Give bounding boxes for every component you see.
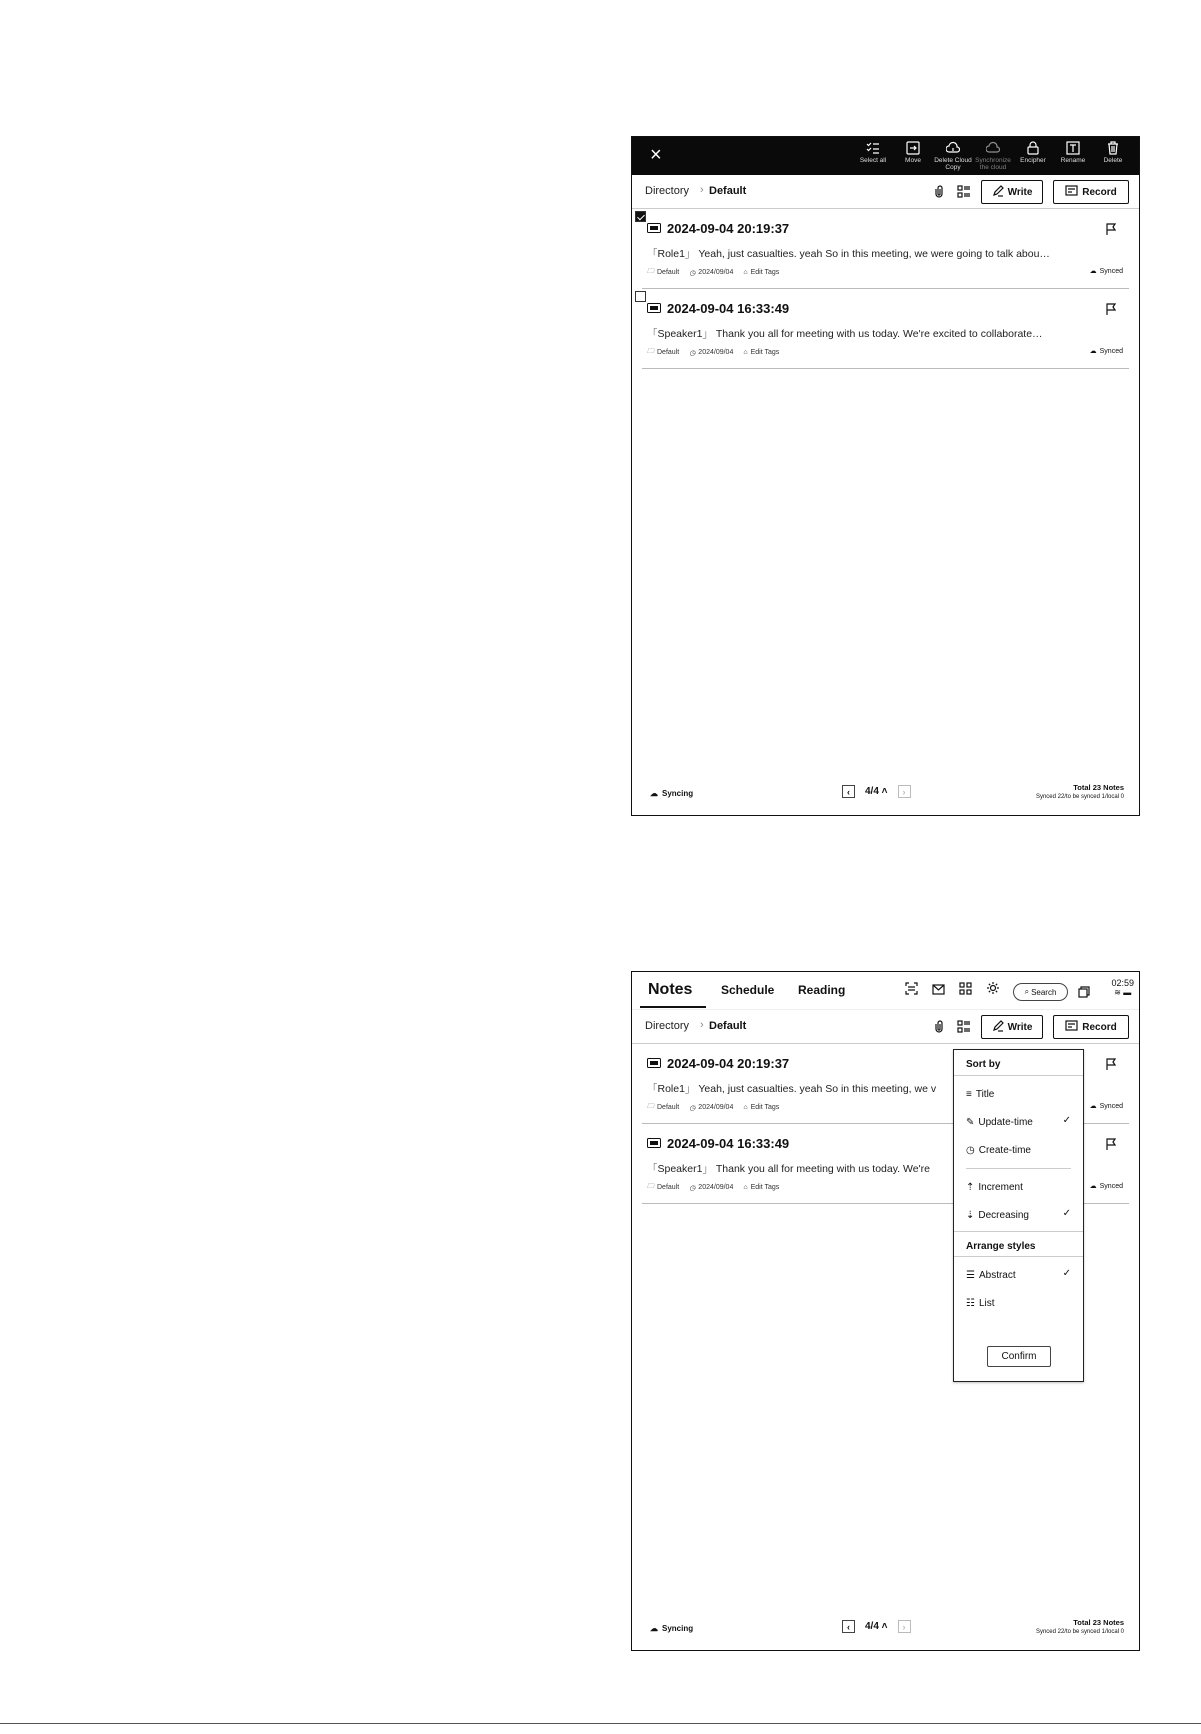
note-date: ◷ 2024/09/04 <box>689 269 734 277</box>
cloud-sync-icon: ☁ <box>650 1624 658 1633</box>
prev-page-button[interactable]: ‹ <box>842 785 855 798</box>
pagination <box>842 785 911 798</box>
close-button[interactable]: × <box>650 144 662 166</box>
scan-icon[interactable] <box>905 982 918 1000</box>
clock-icon: ◷ <box>966 1144 975 1156</box>
order-increment-option[interactable]: ⇡ Increment <box>966 1181 1023 1193</box>
notes-selection-screen <box>631 136 1140 816</box>
folder-icon: 🗀 <box>647 348 654 355</box>
encipher-label: Encipher <box>1020 157 1046 164</box>
record-label: Record <box>1082 1021 1117 1033</box>
total-notes: Total 23 Notes <box>1073 783 1124 792</box>
lock-icon <box>1013 140 1053 156</box>
recording-icon <box>647 221 661 236</box>
delete-cloud-copy-button[interactable] <box>933 140 973 171</box>
synchronize-cloud-label: Synchronize the cloud <box>975 157 1011 171</box>
encipher-button[interactable] <box>1013 140 1053 171</box>
cloud-icon <box>973 140 1013 156</box>
pen-icon <box>992 185 1004 200</box>
breadcrumb-directory[interactable]: Directory <box>645 185 690 197</box>
move-button[interactable] <box>893 140 933 171</box>
order-decreasing-option[interactable]: ⇣ Decreasing ✓ <box>966 1208 1071 1221</box>
arrange-list-option[interactable]: ☷ List <box>966 1297 995 1309</box>
note-edit-tags[interactable]: ⌂ Edit Tags <box>743 349 780 356</box>
note-folder[interactable]: 🗀 Default <box>647 268 680 276</box>
clip-icon[interactable] <box>933 1020 945 1038</box>
flag-icon[interactable] <box>1106 1137 1116 1155</box>
sort-by-header: Sort by <box>954 1050 1083 1076</box>
check-icon: ✓ <box>1062 1115 1071 1126</box>
move-icon <box>893 140 933 156</box>
write-label: Write <box>1007 1021 1033 1033</box>
note-edit-tags[interactable]: ⌂ Edit Tags <box>743 1104 780 1111</box>
delete-cloud-icon <box>933 140 973 156</box>
page-indicator[interactable]: 4/4 ˄ <box>865 786 888 797</box>
note-title: 2024-09-04 20:19:37 <box>667 1056 790 1071</box>
select-all-label: Select all <box>859 157 887 164</box>
folder-icon: 🗀 <box>647 268 654 275</box>
note-title: 2024-09-04 16:33:49 <box>667 301 790 316</box>
tab-reading[interactable]: Reading <box>798 983 846 997</box>
top-icons <box>905 981 1000 1000</box>
cloud-icon: ☁ <box>1089 1183 1097 1190</box>
note-checkbox[interactable] <box>635 211 646 222</box>
note-sync-status: ☁ Synced <box>1089 347 1123 355</box>
cloud-icon: ☁ <box>1089 268 1097 275</box>
move-label: Move <box>905 157 921 164</box>
tag-icon: ⌂ <box>743 1184 748 1191</box>
note-date: ◷ 2024/09/04 <box>689 1104 734 1112</box>
tab-schedule[interactable]: Schedule <box>721 983 775 997</box>
write-button[interactable] <box>981 180 1043 204</box>
notes-sort-menu-screen <box>631 971 1140 1651</box>
record-button[interactable] <box>1053 1015 1129 1039</box>
note-edit-tags[interactable]: ⌂ Edit Tags <box>743 1184 780 1191</box>
write-button[interactable] <box>981 1015 1043 1039</box>
note-sync-status: ☁ Synced <box>1089 267 1123 275</box>
selection-toolbar <box>632 137 1139 175</box>
arrange-styles-header: Arrange styles <box>954 1231 1083 1257</box>
sort-icon[interactable] <box>957 1020 970 1038</box>
clock-icon: ◷ <box>689 1184 696 1192</box>
note-edit-tags[interactable]: ⌂ Edit Tags <box>743 269 780 276</box>
delete-label: Delete <box>1103 157 1123 164</box>
note-checkbox[interactable] <box>635 291 646 302</box>
flag-icon[interactable] <box>1106 1057 1116 1075</box>
check-icon: ✓ <box>1062 1208 1071 1219</box>
select-all-icon <box>853 140 893 156</box>
note-abstract: 「Role1」 Yeah, just casualties. yeah So in this meeting, we were going to talk abou… <box>647 248 1050 260</box>
status-clock: 02:59 ≋ ▬ <box>1111 978 1134 997</box>
breadcrumb-chevron-icon: › <box>700 1019 704 1031</box>
abstract-list-icon: ☰ <box>966 1269 975 1281</box>
rename-icon <box>1053 140 1093 156</box>
descending-icon: ⇣ <box>966 1209 975 1221</box>
ascending-icon: ⇡ <box>966 1181 975 1193</box>
footer <box>632 773 1139 815</box>
note-folder[interactable]: 🗀 Default <box>647 1103 680 1111</box>
note-folder[interactable]: 🗀 Default <box>647 1183 680 1191</box>
folder-icon: 🗀 <box>647 1183 654 1190</box>
sort-title-option[interactable]: ≡ Title <box>966 1088 995 1100</box>
select-all-button[interactable] <box>853 140 893 171</box>
clock-icon: ◷ <box>689 349 696 357</box>
title-sort-icon: ≡ <box>966 1088 972 1100</box>
next-page-button[interactable]: › <box>898 1620 911 1633</box>
flag-icon[interactable] <box>1106 222 1116 240</box>
cloud-sync-icon: ☁ <box>650 789 658 798</box>
write-label: Write <box>1007 186 1033 198</box>
wifi-battery-icon: ≋ ▬ <box>1114 988 1132 997</box>
note-abstract: 「Speaker1」 Thank you all for meeting with us today. We're <box>647 1163 930 1175</box>
record-button[interactable] <box>1053 180 1129 204</box>
note-item[interactable] <box>642 209 1129 289</box>
divider <box>966 1168 1071 1169</box>
syncing-status[interactable]: ☁ Syncing <box>650 789 694 798</box>
note-title: 2024-09-04 20:19:37 <box>667 221 790 236</box>
sort-update-time-option[interactable]: ✎ Update-time ✓ <box>966 1115 1071 1128</box>
trash-icon <box>1093 140 1133 156</box>
folder-icon: 🗀 <box>647 1103 654 1110</box>
recording-icon <box>647 1056 661 1071</box>
record-icon <box>1065 185 1078 199</box>
note-folder[interactable]: 🗀 Default <box>647 348 680 356</box>
note-sync-status: ☁ Synced <box>1089 1102 1123 1110</box>
flag-icon[interactable] <box>1106 302 1116 320</box>
breadcrumb-directory[interactable]: Directory <box>645 1020 690 1032</box>
breadcrumb-current: Default <box>709 1020 747 1032</box>
apps-icon[interactable] <box>959 982 972 1000</box>
footer <box>632 1608 1139 1650</box>
clip-icon[interactable] <box>933 185 945 203</box>
record-icon <box>1065 1020 1078 1034</box>
page-indicator[interactable]: 4/4 ˄ <box>865 1621 888 1632</box>
note-item[interactable] <box>642 289 1129 369</box>
cloud-icon: ☁ <box>1089 1103 1097 1110</box>
tag-icon: ⌂ <box>743 1104 748 1111</box>
clock-icon: ◷ <box>689 1104 696 1112</box>
sync-detail: Synced 22/to be synced 1/local 0 <box>1035 1629 1124 1635</box>
delete-cloud-copy-label: Delete Cloud Copy <box>934 157 972 171</box>
breadcrumb-chevron-icon: › <box>700 184 704 196</box>
search-icon: ⌕ <box>1024 987 1030 996</box>
page-bottom-rule <box>0 1723 1201 1724</box>
breadcrumb <box>632 175 1139 209</box>
multiwindow-icon[interactable] <box>1078 985 1090 1003</box>
note-date: ◷ 2024/09/04 <box>689 349 734 357</box>
synchronize-cloud-button[interactable] <box>973 140 1013 171</box>
note-sync-status: ☁ Synced <box>1089 1182 1123 1190</box>
recording-icon <box>647 1136 661 1151</box>
check-icon: ✓ <box>1062 1268 1071 1279</box>
record-label: Record <box>1082 186 1117 198</box>
arrange-abstract-option[interactable]: ☰ Abstract ✓ <box>966 1268 1071 1281</box>
delete-button[interactable] <box>1093 140 1133 171</box>
edit-icon: ✎ <box>966 1116 975 1128</box>
search-button[interactable]: ⌕ Search <box>1013 983 1068 1001</box>
note-abstract: 「Role1」 Yeah, just casualties. yeah So in this meeting, we v <box>647 1083 937 1095</box>
gear-icon[interactable] <box>986 981 1000 1000</box>
clock-icon: ◷ <box>689 269 696 277</box>
note-title: 2024-09-04 16:33:49 <box>667 1136 790 1151</box>
sort-menu <box>953 1049 1084 1382</box>
total-notes: Total 23 Notes <box>1073 1618 1124 1627</box>
top-nav <box>632 972 1139 1010</box>
sync-detail: Synced 22/to be synced 1/local 0 <box>1035 794 1124 800</box>
tab-notes[interactable]: Notes <box>648 981 693 998</box>
prev-page-button[interactable]: ‹ <box>842 1620 855 1633</box>
rename-button[interactable] <box>1053 140 1093 171</box>
confirm-button[interactable]: Confirm <box>987 1346 1051 1367</box>
note-date: ◷ 2024/09/04 <box>689 1184 734 1192</box>
sort-create-time-option[interactable]: ◷ Create-time <box>966 1144 1031 1156</box>
sort-icon[interactable] <box>957 185 970 203</box>
list-icon: ☷ <box>966 1297 975 1309</box>
rename-label: Rename <box>1060 157 1086 164</box>
recording-icon <box>647 301 661 316</box>
note-abstract: 「Speaker1」 Thank you all for meeting with us today. We're excited to collaborate… <box>647 328 1043 340</box>
tag-icon: ⌂ <box>743 269 748 276</box>
breadcrumb-current: Default <box>709 185 747 197</box>
syncing-status[interactable]: ☁ Syncing <box>650 1624 694 1633</box>
cloud-icon: ☁ <box>1089 348 1097 355</box>
pagination <box>842 1620 911 1633</box>
mail-icon[interactable] <box>932 982 945 1000</box>
tag-icon: ⌂ <box>743 349 748 356</box>
pen-icon <box>992 1020 1004 1035</box>
next-page-button[interactable]: › <box>898 785 911 798</box>
breadcrumb <box>632 1010 1139 1044</box>
